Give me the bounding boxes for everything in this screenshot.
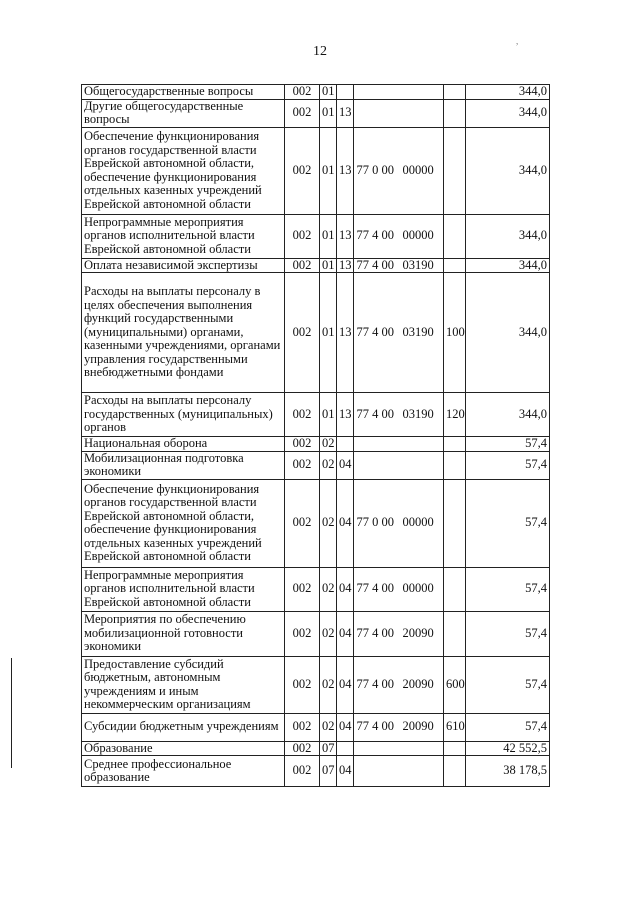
row-admin-code: 002 [285,451,320,479]
row-amount: 57,4 [466,713,550,741]
row-target-article-direction: 00000 [402,581,434,596]
row-amount: 57,4 [466,479,550,567]
row-amount: 344,0 [466,127,550,214]
row-admin-code: 002 [285,741,320,756]
budget-table [81,84,550,787]
row-target-article [354,437,444,452]
row-admin-code: 002 [285,127,320,214]
row-admin-code: 002 [285,99,320,127]
row-target-article-direction: 20090 [402,719,434,734]
table-row [82,127,550,214]
row-section-code: 02 [320,656,337,713]
row-section-code: 01 [320,258,337,273]
row-target-article-direction: 20090 [402,676,434,691]
row-expense-type [444,214,466,258]
row-expense-type [444,85,466,100]
row-target-article [354,214,444,258]
row-admin-code: 002 [285,214,320,258]
row-name: Другие общегосударственные вопросы [82,99,285,127]
row-target-article [354,393,444,437]
binding-line [11,658,12,768]
row-admin-code: 002 [285,756,320,787]
row-expense-type: 600 [444,656,466,713]
row-target-article [354,611,444,656]
row-target-article-program: 77 4 00 [356,676,394,691]
row-target-article-program: 77 0 00 [356,162,394,177]
row-target-article-direction: 20090 [402,625,434,640]
table-row [82,567,550,611]
row-subsection-code: 13 [337,127,354,214]
row-name: Среднее профессиональное образование [82,756,285,787]
row-target-article [354,479,444,567]
table-row [82,214,550,258]
row-subsection-code [337,741,354,756]
row-name: Субсидии бюджетным учреждениям [82,713,285,741]
row-target-article [354,713,444,741]
row-target-article-direction: 03190 [402,324,434,339]
row-amount: 57,4 [466,656,550,713]
row-subsection-code: 04 [337,756,354,787]
table-row [82,451,550,479]
row-section-code: 07 [320,756,337,787]
row-subsection-code: 13 [337,214,354,258]
row-target-article [354,273,444,393]
row-name: Мероприятия по обеспечению мобилизационной готовности экономики [82,611,285,656]
row-name: Образование [82,741,285,756]
row-subsection-code: 13 [337,99,354,127]
row-name: Предоставление субсидий бюджетным, автономным учреждениям и иным некоммерческим организациям [82,656,285,713]
row-expense-type [444,611,466,656]
row-target-article-program: 77 4 00 [356,324,394,339]
row-target-article [354,756,444,787]
row-subsection-code: 13 [337,393,354,437]
row-name: Расходы на выплаты персоналу государственных (муниципальных) органов [82,393,285,437]
row-admin-code: 002 [285,479,320,567]
row-expense-type [444,437,466,452]
row-target-article [354,99,444,127]
row-section-code: 01 [320,85,337,100]
row-section-code: 02 [320,451,337,479]
row-amount: 344,0 [466,99,550,127]
row-subsection-code: 04 [337,656,354,713]
row-target-article [354,567,444,611]
row-target-article-direction: 03190 [402,257,434,272]
row-section-code: 02 [320,437,337,452]
row-section-code: 07 [320,741,337,756]
row-section-code: 01 [320,214,337,258]
row-section-code: 01 [320,99,337,127]
row-admin-code: 002 [285,611,320,656]
row-section-code: 01 [320,273,337,393]
row-target-article-program: 77 4 00 [356,257,394,272]
row-section-code: 02 [320,567,337,611]
row-subsection-code: 04 [337,611,354,656]
table-row [82,273,550,393]
row-amount: 344,0 [466,393,550,437]
row-amount: 344,0 [466,85,550,100]
row-amount: 344,0 [466,273,550,393]
row-section-code: 01 [320,393,337,437]
row-target-article-program: 77 4 00 [356,581,394,596]
row-subsection-code: 13 [337,258,354,273]
row-expense-type [444,741,466,756]
row-admin-code: 002 [285,713,320,741]
row-target-article [354,741,444,756]
row-subsection-code [337,437,354,452]
row-target-article-direction: 03190 [402,406,434,421]
row-amount: 57,4 [466,451,550,479]
row-target-article-program: 77 4 00 [356,625,394,640]
row-target-article [354,127,444,214]
table-row [82,258,550,273]
row-amount: 344,0 [466,214,550,258]
row-target-article [354,656,444,713]
row-target-article-direction: 00000 [402,515,434,530]
row-expense-type [444,127,466,214]
row-amount: 344,0 [466,258,550,273]
row-section-code: 02 [320,479,337,567]
table-row [82,85,550,100]
page-number: 12 [313,44,327,59]
row-subsection-code: 04 [337,451,354,479]
row-name: Национальная оборона [82,437,285,452]
row-name: Непрограммные мероприятия органов исполнительной власти Еврейской автономной области [82,567,285,611]
row-expense-type [444,451,466,479]
row-expense-type: 610 [444,713,466,741]
table-row [82,437,550,452]
table-row [82,393,550,437]
row-admin-code: 002 [285,258,320,273]
row-name: Обеспечение функционирования органов государственной власти Еврейской автономной области, обеспечение функционирования отдельных казенных учреждений Еврейской автономной области [82,479,285,567]
budget-table-body [82,85,550,787]
row-subsection-code: 04 [337,479,354,567]
table-row [82,713,550,741]
row-admin-code: 002 [285,567,320,611]
row-subsection-code: 04 [337,713,354,741]
row-target-article-direction: 00000 [402,228,434,243]
row-admin-code: 002 [285,437,320,452]
row-target-article [354,258,444,273]
row-expense-type: 120 [444,393,466,437]
row-name: Общегосударственные вопросы [82,85,285,100]
row-subsection-code [337,85,354,100]
row-section-code: 01 [320,127,337,214]
row-section-code: 02 [320,611,337,656]
row-target-article-program: 77 4 00 [356,228,394,243]
row-subsection-code: 13 [337,273,354,393]
row-target-article-program: 77 0 00 [356,515,394,530]
row-expense-type [444,258,466,273]
row-name: Оплата независимой экспертизы [82,258,285,273]
row-admin-code: 002 [285,393,320,437]
row-name: Обеспечение функционирования органов государственной власти Еврейской автономной области, обеспечение функционирования отдельных казенных учреждений Еврейской автономной области [82,127,285,214]
table-row [82,99,550,127]
row-expense-type [444,99,466,127]
row-expense-type [444,567,466,611]
row-admin-code: 002 [285,273,320,393]
row-name: Непрограммные мероприятия органов исполнительной власти Еврейской автономной области [82,214,285,258]
row-amount: 57,4 [466,611,550,656]
row-target-article-program: 77 4 00 [356,719,394,734]
row-name: Мобилизационная подготовка экономики [82,451,285,479]
row-amount: 57,4 [466,567,550,611]
scan-mark: , [516,36,519,46]
row-section-code: 02 [320,713,337,741]
row-amount: 57,4 [466,437,550,452]
row-subsection-code: 04 [337,567,354,611]
table-row [82,479,550,567]
row-target-article [354,451,444,479]
row-admin-code: 002 [285,85,320,100]
row-expense-type [444,756,466,787]
row-target-article-program: 77 4 00 [356,406,394,421]
row-expense-type [444,479,466,567]
table-row [82,741,550,756]
table-row [82,756,550,787]
row-amount: 38 178,5 [466,756,550,787]
row-target-article-direction: 00000 [402,162,434,177]
row-admin-code: 002 [285,656,320,713]
table-row [82,611,550,656]
table-row [82,656,550,713]
row-target-article [354,85,444,100]
row-name: Расходы на выплаты персоналу в целях обеспечения выполнения функций государственными (муниципальными) органами, казенными учреждениями, органами управления государственными внебюджетными фондами [82,273,285,393]
row-amount: 42 552,5 [466,741,550,756]
row-expense-type: 100 [444,273,466,393]
